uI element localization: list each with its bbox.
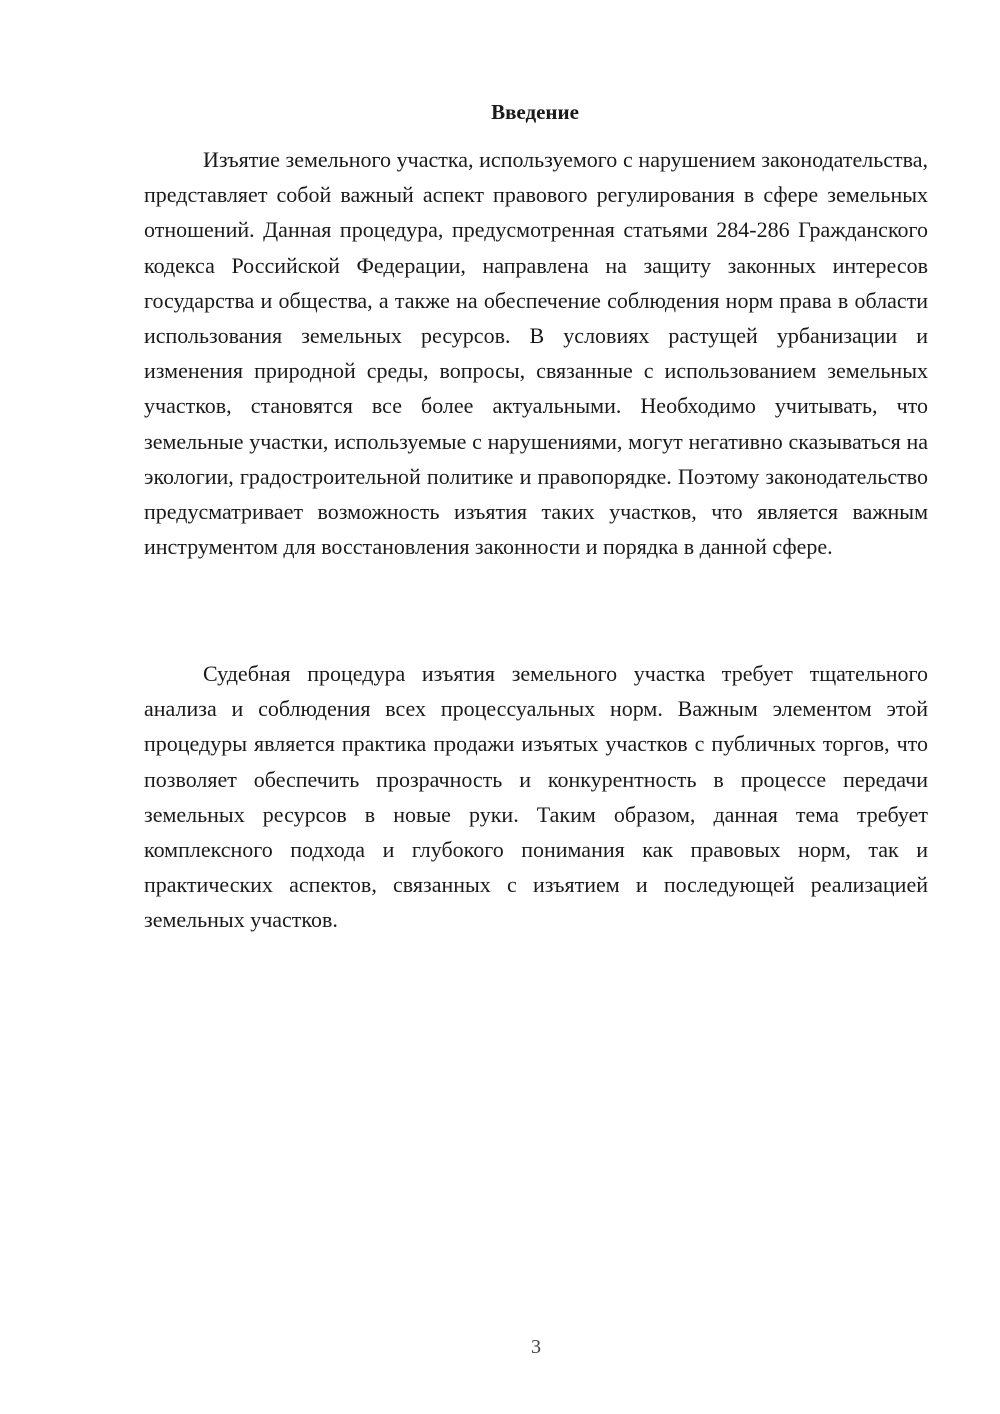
section-heading: Введение (491, 100, 579, 124)
page-number: 3 (531, 1336, 541, 1358)
paragraph-intro: Изъятие земельного участка, используемого с нарушением законодательства, представляет собой важный аспект правового регулирования в сфере земельных отношений. Данная процедура, предусмотренная статьями 284-286 Гражданского кодекса Российской Федерации, направлена на защиту законных интересов государства и общества, а также на обеспечение соблюдения норм права в области использования земельных ресурсов. В условиях растущей урбанизации и изменения природной среды, вопросы, связанные с использованием земельных участков, становятся все более актуальными. Необходимо учитывать, что земельные участки, используемые с нарушениями, могут негативно сказываться на экологии, градостроительной политике и правопорядке. Поэтому законодательство предусматривает возможность изъятия таких участков, что является важным инструментом для восстановления законности и порядка в данной сфере. (144, 147, 928, 560)
paragraph-court-procedure: Судебная процедура изъятия земельного участка требует тщательного анализа и соблюдения всех процессуальных норм. Важным элементом этой процедуры является практика продажи изъятых участков с публичных торгов, что позволяет обеспечить прозрачность и конкурентность в процессе передачи земельных ресурсов в новые руки. Таким образом, данная тема требует комплексного подхода и глубокого понимания как правовых норм, так и практических аспектов, связанных с изъятием и последующей реализацией земельных участков. (144, 661, 928, 933)
